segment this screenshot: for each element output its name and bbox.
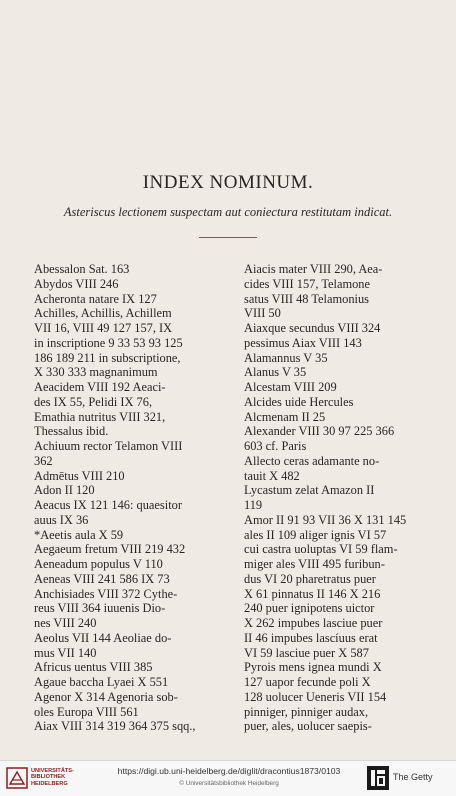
index-line: Alamannus V 35 bbox=[244, 350, 328, 365]
index-line: 240 puer ignipotens uictor bbox=[244, 601, 375, 616]
index-line: 362 bbox=[34, 453, 53, 468]
index-line: Aeacus IX 121 146: quaesitor bbox=[34, 498, 182, 512]
index-line: des IX 55, Pelidi IX 76, bbox=[34, 394, 153, 409]
index-line: VIII 50 bbox=[244, 306, 281, 321]
index-line: Aeacidem VIII 192 Aeaci- bbox=[34, 380, 166, 394]
index-line: tauit X 482 bbox=[244, 468, 300, 483]
index-line: 127 uapor fecunde poli X bbox=[244, 675, 371, 689]
getty-logo-icon[interactable] bbox=[367, 766, 389, 790]
index-line: Alcides uide Hercules bbox=[244, 394, 354, 409]
index-line: X 61 pinnatus II 146 X 216 bbox=[244, 586, 381, 601]
index-line: Aiacis mater VIII 290, Aea- bbox=[244, 262, 383, 276]
index-line: Alcestam VIII 209 bbox=[244, 380, 337, 394]
index-line: Allecto ceras adamante no- bbox=[244, 453, 380, 468]
left-index-column bbox=[34, 262, 230, 734]
library-logo-text: UNIVERSITÄTS- BIBLIOTHEK HEIDELBERG bbox=[31, 768, 74, 787]
index-line: VI 59 lasciue puer X 587 bbox=[244, 645, 369, 660]
title-rule bbox=[199, 237, 257, 238]
index-line: satus VIII 48 Telamonius bbox=[244, 291, 369, 306]
index-line: puer, ales, uolucer saepis- bbox=[244, 719, 372, 734]
index-line: Abessalon Sat. 163 bbox=[34, 262, 130, 276]
index-line: Alcmenam II 25 bbox=[244, 409, 326, 424]
index-line: Agaue baccha Lyaei X 551 bbox=[34, 675, 169, 689]
index-line: auus IX 36 bbox=[34, 512, 89, 527]
index-line: Agenor X 314 Agenoria sob- bbox=[34, 689, 178, 704]
index-line: Aeneadum populus V 110 bbox=[34, 557, 163, 571]
index-line: Africus uentus VIII 385 bbox=[34, 660, 153, 675]
index-line: Aeolus VII 144 Aeoliae do- bbox=[34, 630, 172, 645]
index-line: Pyrois mens ignea mundi X bbox=[244, 660, 382, 675]
index-line: dus VI 20 pharetratus puer bbox=[244, 571, 376, 586]
index-line: Adon II 120 bbox=[34, 483, 95, 498]
index-line: 119 bbox=[244, 498, 263, 512]
index-line: pinniger, pinniger audax, bbox=[244, 704, 369, 719]
index-line: 128 uolucer Ueneris VII 154 bbox=[244, 689, 387, 704]
index-line: oles Europa VIII 561 bbox=[34, 704, 139, 719]
index-line: *Aeetis aula X 59 bbox=[34, 527, 124, 542]
index-line: Aiax VIII 314 319 364 375 sqq., bbox=[34, 719, 196, 734]
right-index-column bbox=[244, 262, 428, 734]
index-line: miger ales VIII 495 furibun- bbox=[244, 557, 385, 571]
index-line: Aiaxque secundus VIII 324 bbox=[244, 321, 381, 335]
index-line: 603 cf. Paris bbox=[244, 439, 307, 453]
index-line: VII 16, VIII 49 127 157, IX bbox=[34, 321, 173, 335]
copyright-notice: © Universitätsbibliothek Heidelberg bbox=[179, 780, 279, 787]
library-seal-icon bbox=[6, 767, 28, 789]
library-logo[interactable] bbox=[6, 765, 98, 791]
index-line: Achiuum rector Telamon VIII bbox=[34, 439, 183, 453]
index-line: in inscriptione 9 33 53 93 125 bbox=[34, 335, 183, 350]
index-line: nes VIII 240 bbox=[34, 616, 97, 630]
index-line: Lycastum zelat Amazon II bbox=[244, 483, 375, 498]
index-line: 186 189 211 in subscriptione, bbox=[34, 350, 181, 365]
page-title: INDEX NOMINUM. bbox=[142, 172, 314, 193]
index-line: II 46 impubes lascíuus erat bbox=[244, 630, 378, 645]
viewer-footer bbox=[0, 760, 456, 796]
index-line: Amor II 91 93 VII 36 X 131 145 bbox=[244, 512, 407, 527]
index-line: Alexander VIII 30 97 225 366 bbox=[244, 424, 395, 439]
index-line: Aeneas VIII 241 586 IX 73 bbox=[34, 571, 170, 586]
index-line: X 330 333 magnanimum bbox=[34, 365, 158, 380]
page-subtitle: Asteriscus lectionem suspectam aut coniectura restitutam indicat. bbox=[63, 205, 393, 219]
index-line: cides VIII 157, Telamone bbox=[244, 276, 370, 291]
permalink-url[interactable]: https://digi.ub.uni-heidelberg.de/diglit/dracontius1873/0103 bbox=[117, 766, 341, 776]
index-line: Alanus V 35 bbox=[244, 365, 307, 380]
index-line: X 262 impubes lasciue puer bbox=[244, 616, 383, 630]
index-line: Abydos VIII 246 bbox=[34, 276, 119, 291]
index-line: Anchisiades VIII 372 Cythe- bbox=[34, 586, 178, 601]
index-line: pessimus Aiax VIII 143 bbox=[244, 335, 362, 350]
index-line: Thessalus ibid. bbox=[34, 424, 109, 439]
index-line: reus VIII 364 iuuenis Dio- bbox=[34, 601, 166, 616]
index-line: Acheronta natare IX 127 bbox=[34, 291, 157, 306]
index-line: Aegaeum fretum VIII 219 432 bbox=[34, 542, 186, 557]
index-line: mus VII 140 bbox=[34, 645, 97, 660]
index-line: cui castra uoluptas VI 59 flam- bbox=[244, 542, 398, 557]
sponsor-name[interactable]: The Getty bbox=[393, 772, 433, 782]
index-line: ales II 109 aliger ignis VI 57 bbox=[244, 527, 387, 542]
index-line: Admētus VIII 210 bbox=[34, 468, 125, 483]
index-line: Emathia nutritus VIII 321, bbox=[34, 409, 166, 424]
index-line: Achilles, Achillis, Achillem bbox=[34, 306, 172, 321]
